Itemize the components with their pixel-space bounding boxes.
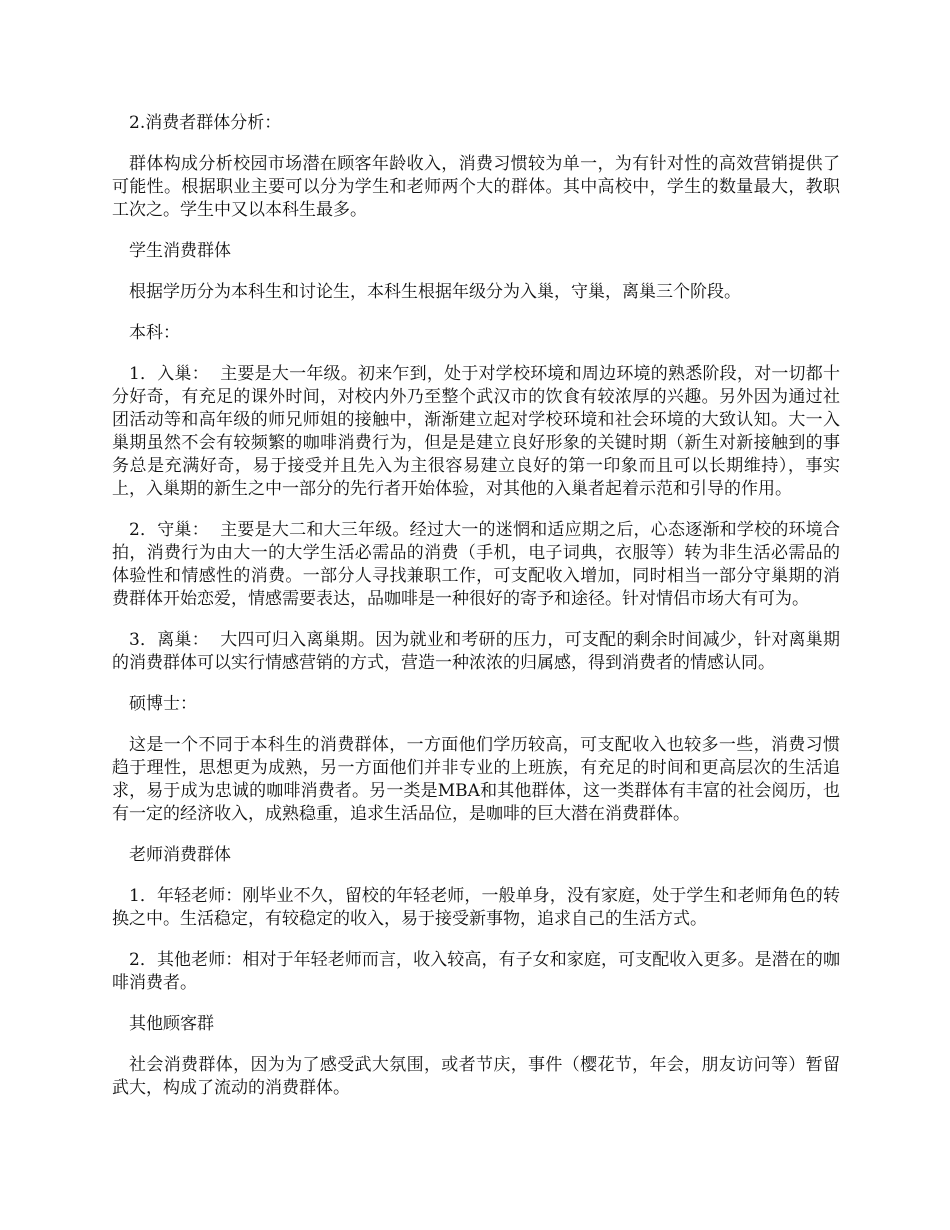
stage-leaving-paragraph (112, 629, 840, 675)
stage-staying-paragraph (112, 519, 840, 611)
stage-staying-text: 主要是大二和大三年级。经过大一的迷惘和适应期之后，心态逐渐和学校的环境合拍，消费行为由大一的大学生活必需品的消费（手机，电子词典，衣服等）转为非生活必需品的体验性和情感性的消费。一部分人寻找兼职工作，可支配收入增加，同时相当一部分守巢期的消费群体开始恋爱，情感需要表达，品咖啡是一种很好的寄予和途径。针对情侣市场大有可为。 (112, 520, 841, 609)
stage-leaving-text: 大四可归入离巢期。因为就业和考研的压力，可支配的剩余时间减少，针对离巢期的消费群体可以实行情感营销的方式，营造一种浓浓的归属感，得到消费者的情感认同。 (112, 630, 841, 673)
other-teacher-paragraph: 2．其他老师：相对于年轻老师而言，收入较高，有子女和家庭，可支配收入更多。是潜在的咖啡消费者。 (112, 950, 840, 993)
grad-paragraph: 这是一个不同于本科生的消费群体，一方面他们学历较高，可支配收入也较多一些，消费习惯趋于理性，思想更为成熟，另一方面他们并非专业的上班族，有充足的时间和更高层次的生活追求，易于成为忠诚的咖啡消费者。另一类是MBA和其他群体，这一类群体有丰富的社会阅历，也有一定的经济收入，成熟稳重，追求生活品位，是咖啡的巨大潜在消费群体。 (112, 735, 840, 824)
grad-title: 硕博士： (129, 694, 197, 714)
stage-nesting-text: 主要是大一年级。初来乍到，处于对学校环境和周边环境的熟悉阶段，对一切都十分好奇，有充足的课外时间，对校内外乃至整个武汉市的饮食有较浓厚的兴趣。另外因为通过社团活动等和高年级的师兄师姐的接触中，渐渐建立起对学校环境和社会环境的大致认知。大一入巢期虽然不会有较频繁的咖啡消费行为，但是是建立良好形象的关键时期（新生对新接触到的事务总是充满好奇，易于接受并且先入为主很容易建立良好的第一印象而且可以长期维持），事实上，入巢期的新生之中一部分的先行者开始体验，对其他的入巢者起着示范和引导的作用。 (112, 364, 841, 499)
other-customer-title: 其他顾客群 (129, 1014, 214, 1034)
student-group-title: 学生消费群体 (129, 241, 231, 261)
section-heading: 2.消费者群体分析： (129, 113, 282, 133)
stage-staying-lead: 2．守巢： (129, 520, 209, 540)
stage-nesting-lead: 1．入巢： (129, 364, 209, 384)
undergrad-title: 本科： (129, 323, 180, 343)
young-teacher-paragraph: 1．年轻老师：刚毕业不久，留校的年轻老师，一般单身，没有家庭，处于学生和老师角色的转换之中。生活稳定，有较稳定的收入，易于接受新事物，追求自己的生活方式。 (112, 886, 840, 929)
other-customer-paragraph: 社会消费群体，因为为了感受武大氛围，或者节庆，事件（樱花节，年会，朋友访问等）暂留武大，构成了流动的消费群体。 (112, 1055, 840, 1098)
teacher-group-title: 老师消费群体 (129, 845, 231, 865)
intro-paragraph: 群体构成分析校园市场潜在顾客年龄收入，消费习惯较为单一，为有针对性的高效营销提供了可能性。根据职业主要可以分为学生和老师两个大的群体。其中高校中，学生的数量最大，教职工次之。学生中又以本科生最多。 (112, 154, 840, 220)
stage-leaving-lead: 3．离巢： (129, 630, 209, 650)
document-page (112, 112, 840, 1118)
stage-nesting-paragraph (112, 363, 840, 501)
student-group-intro: 根据学历分为本科生和讨论生，本科生根据年级分为入巢，守巢，离巢三个阶段。 (129, 282, 741, 302)
